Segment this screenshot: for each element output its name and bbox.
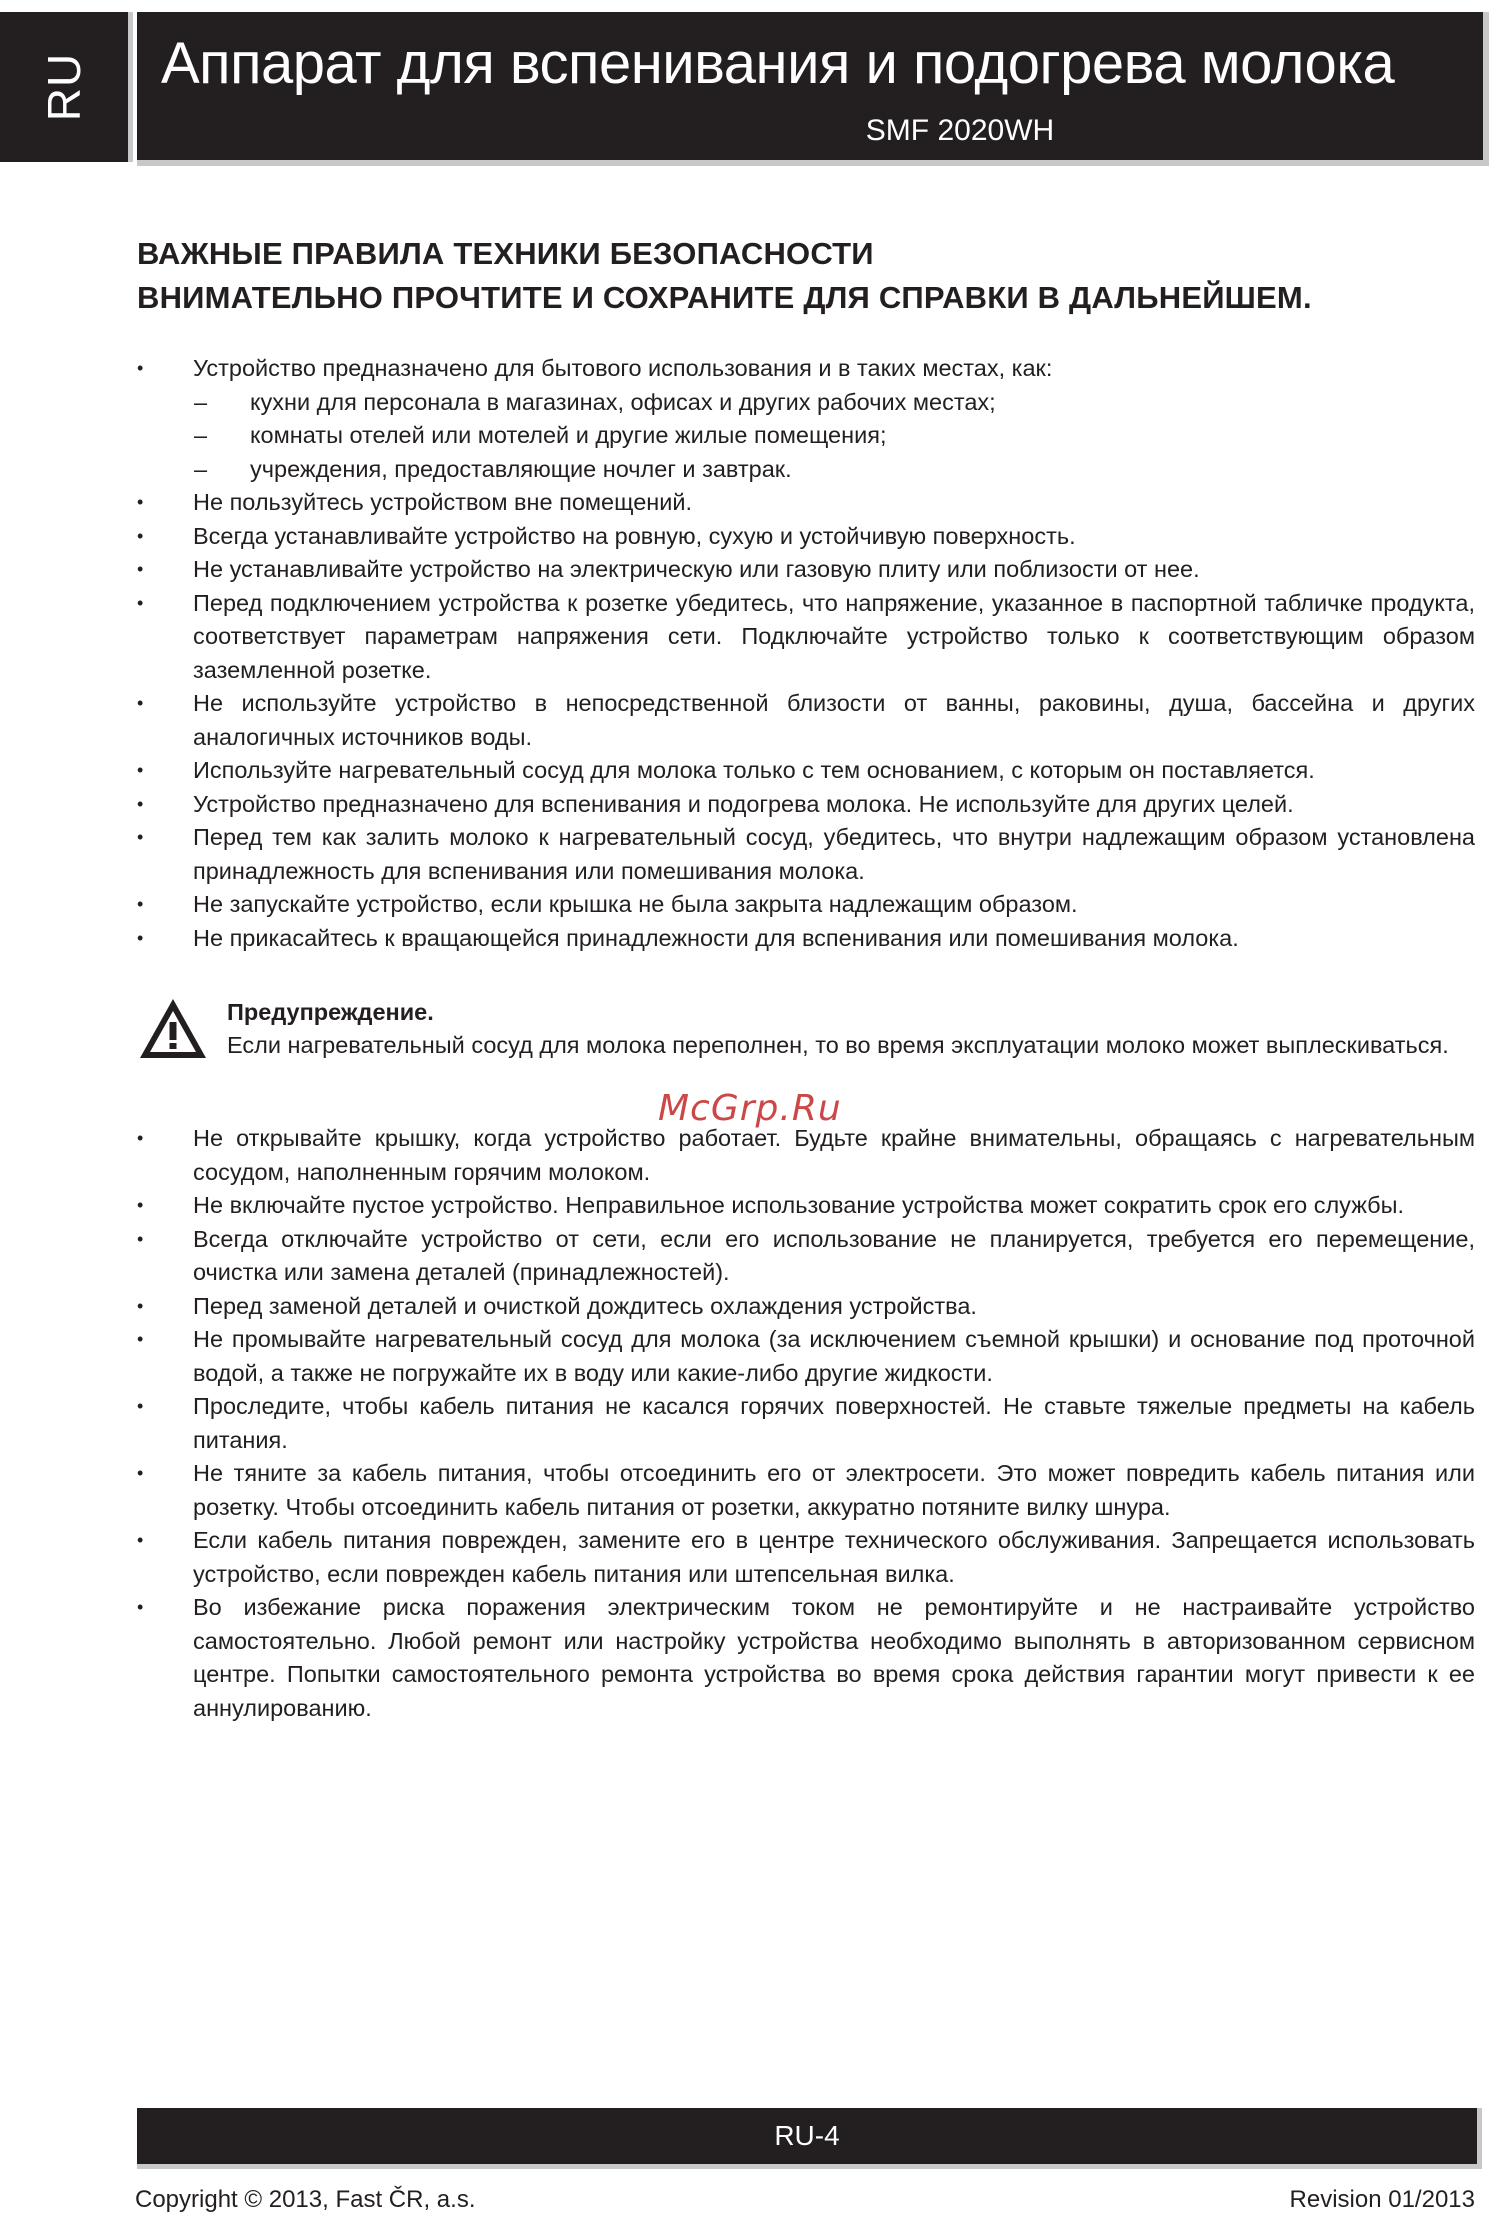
safety-rules-part1 — [137, 352, 1475, 955]
list-item: • Не включайте пустое устройство. Неправильное использование устройства может сократить срок его службы. — [137, 1189, 1475, 1223]
page-number-bar — [137, 2108, 1482, 2169]
list-item: • Перед тем как залить молоко к нагревательный сосуд, убедитесь, что внутри надлежащим образом установлена принадлежность для вспенивания или помешивания молока. — [137, 821, 1475, 888]
list-item: • Устройство предназначено для бытового использования и в таких местах, как: — [137, 352, 1475, 386]
sub-list-item: – учреждения, предоставляющие ночлег и завтрак. — [137, 453, 1475, 487]
list-item: • Не запускайте устройство, если крышка не была закрыта надлежащим образом. — [137, 888, 1475, 922]
list-item: • Перед заменой деталей и очисткой дождитесь охлаждения устройства. — [137, 1290, 1475, 1324]
list-item: • Используйте нагревательный сосуд для молока только с тем основанием, с которым он поставляется. — [137, 754, 1475, 788]
copyright: Copyright © 2013, Fast ČR, a.s. — [135, 2186, 476, 2213]
model-number: SMF 2020WH — [865, 114, 1055, 147]
warning-title: Предупреждение. — [227, 999, 434, 1025]
warning-triangle-icon — [137, 996, 209, 1062]
list-item: • Не устанавливайте устройство на электрическую или газовую плиту или поблизости от нее. — [137, 553, 1475, 587]
safety-heading-line1: ВАЖНЫЕ ПРАВИЛА ТЕХНИКИ БЕЗОПАСНОСТИ — [137, 236, 874, 271]
list-item: • Не прикасайтесь к вращающейся принадлежности для вспенивания или помешивания молока. — [137, 922, 1475, 956]
list-item: • Если кабель питания поврежден, замените его в центре технического обслуживания. Запрещается использовать устройство, если поврежден кабель питания или штепсельная вилка. — [137, 1524, 1475, 1591]
safety-rules-part2 — [137, 1122, 1475, 1725]
list-item: • Устройство предназначено для вспенивания и подогрева молока. Не используйте для других целей. — [137, 788, 1475, 822]
revision: Revision 01/2013 — [1289, 2186, 1475, 2213]
list-item: • Не пользуйтесь устройством вне помещений. — [137, 486, 1475, 520]
list-item: • Всегда устанавливайте устройство на ровную, сухую и устойчивую поверхность. — [137, 520, 1475, 554]
title-bar — [137, 12, 1489, 166]
sub-list-item: – кухни для персонала в магазинах, офисах и других рабочих местах; — [137, 386, 1475, 420]
page-title: Аппарат для вспенивания и подогрева молока — [161, 31, 1395, 96]
list-item: • Не используйте устройство в непосредственной близости от ванны, раковины, душа, бассейна и других аналогичных источников воды. — [137, 687, 1475, 754]
safety-heading — [137, 232, 1477, 320]
list-item: • Проследите, чтобы кабель питания не касался горячих поверхностей. Не ставьте тяжелые предметы на кабель питания. — [137, 1390, 1475, 1457]
sub-list-item: – комнаты отелей или мотелей и другие жилые помещения; — [137, 419, 1475, 453]
safety-heading-line2: ВНИМАТЕЛЬНО ПРОЧТИТЕ И СОХРАНИТЕ ДЛЯ СПРАВКИ В ДАЛЬНЕЙШЕМ. — [137, 280, 1312, 315]
list-item: • Перед подключением устройства к розетке убедитесь, что напряжение, указанное в паспортной табличке продукта, соответствует параметрам напряжения сети. Подключайте устройство только к соответствующим образом заземленной розетке. — [137, 587, 1475, 688]
list-item: • Не тяните за кабель питания, чтобы отсоединить его от электросети. Это может повредить кабель питания или розетку. Чтобы отсоединить кабель питания от розетки, аккуратно потяните вилку шнура. — [137, 1457, 1475, 1524]
warning-text: Если нагревательный сосуд для молока переполнен, то во время эксплуатации молоко может выплескиваться. — [227, 1032, 1449, 1058]
list-item: • Во избежание риска поражения электрическим током не ремонтируйте и не настраивайте устройство самостоятельно. Любой ремонт или настройку устройства необходимо выполнять в авторизованном сервисном центре. Попытки самостоятельного ремонта устройства во время срока действия гарантии могут привести к ее аннулированию. — [137, 1591, 1475, 1725]
list-item: • Не промывайте нагревательный сосуд для молока (за исключением съемной крышки) и основание под проточной водой, а также не погружайте их в воду или какие-либо другие жидкости. — [137, 1323, 1475, 1390]
list-item: • Всегда отключайте устройство от сети, если его использование не планируется, требуется его перемещение, очистка или замена деталей (принадлежностей). — [137, 1223, 1475, 1290]
list-item: • Не открывайте крышку, когда устройство работает. Будьте крайне внимательны, обращаясь с нагревательным сосудом, наполненным горячим молоком. — [137, 1122, 1475, 1189]
watermark: McGrp.Ru — [658, 1088, 842, 1129]
page-number: RU-4 — [774, 2120, 840, 2151]
language-tab — [0, 12, 133, 162]
language-label: RU — [37, 52, 90, 122]
